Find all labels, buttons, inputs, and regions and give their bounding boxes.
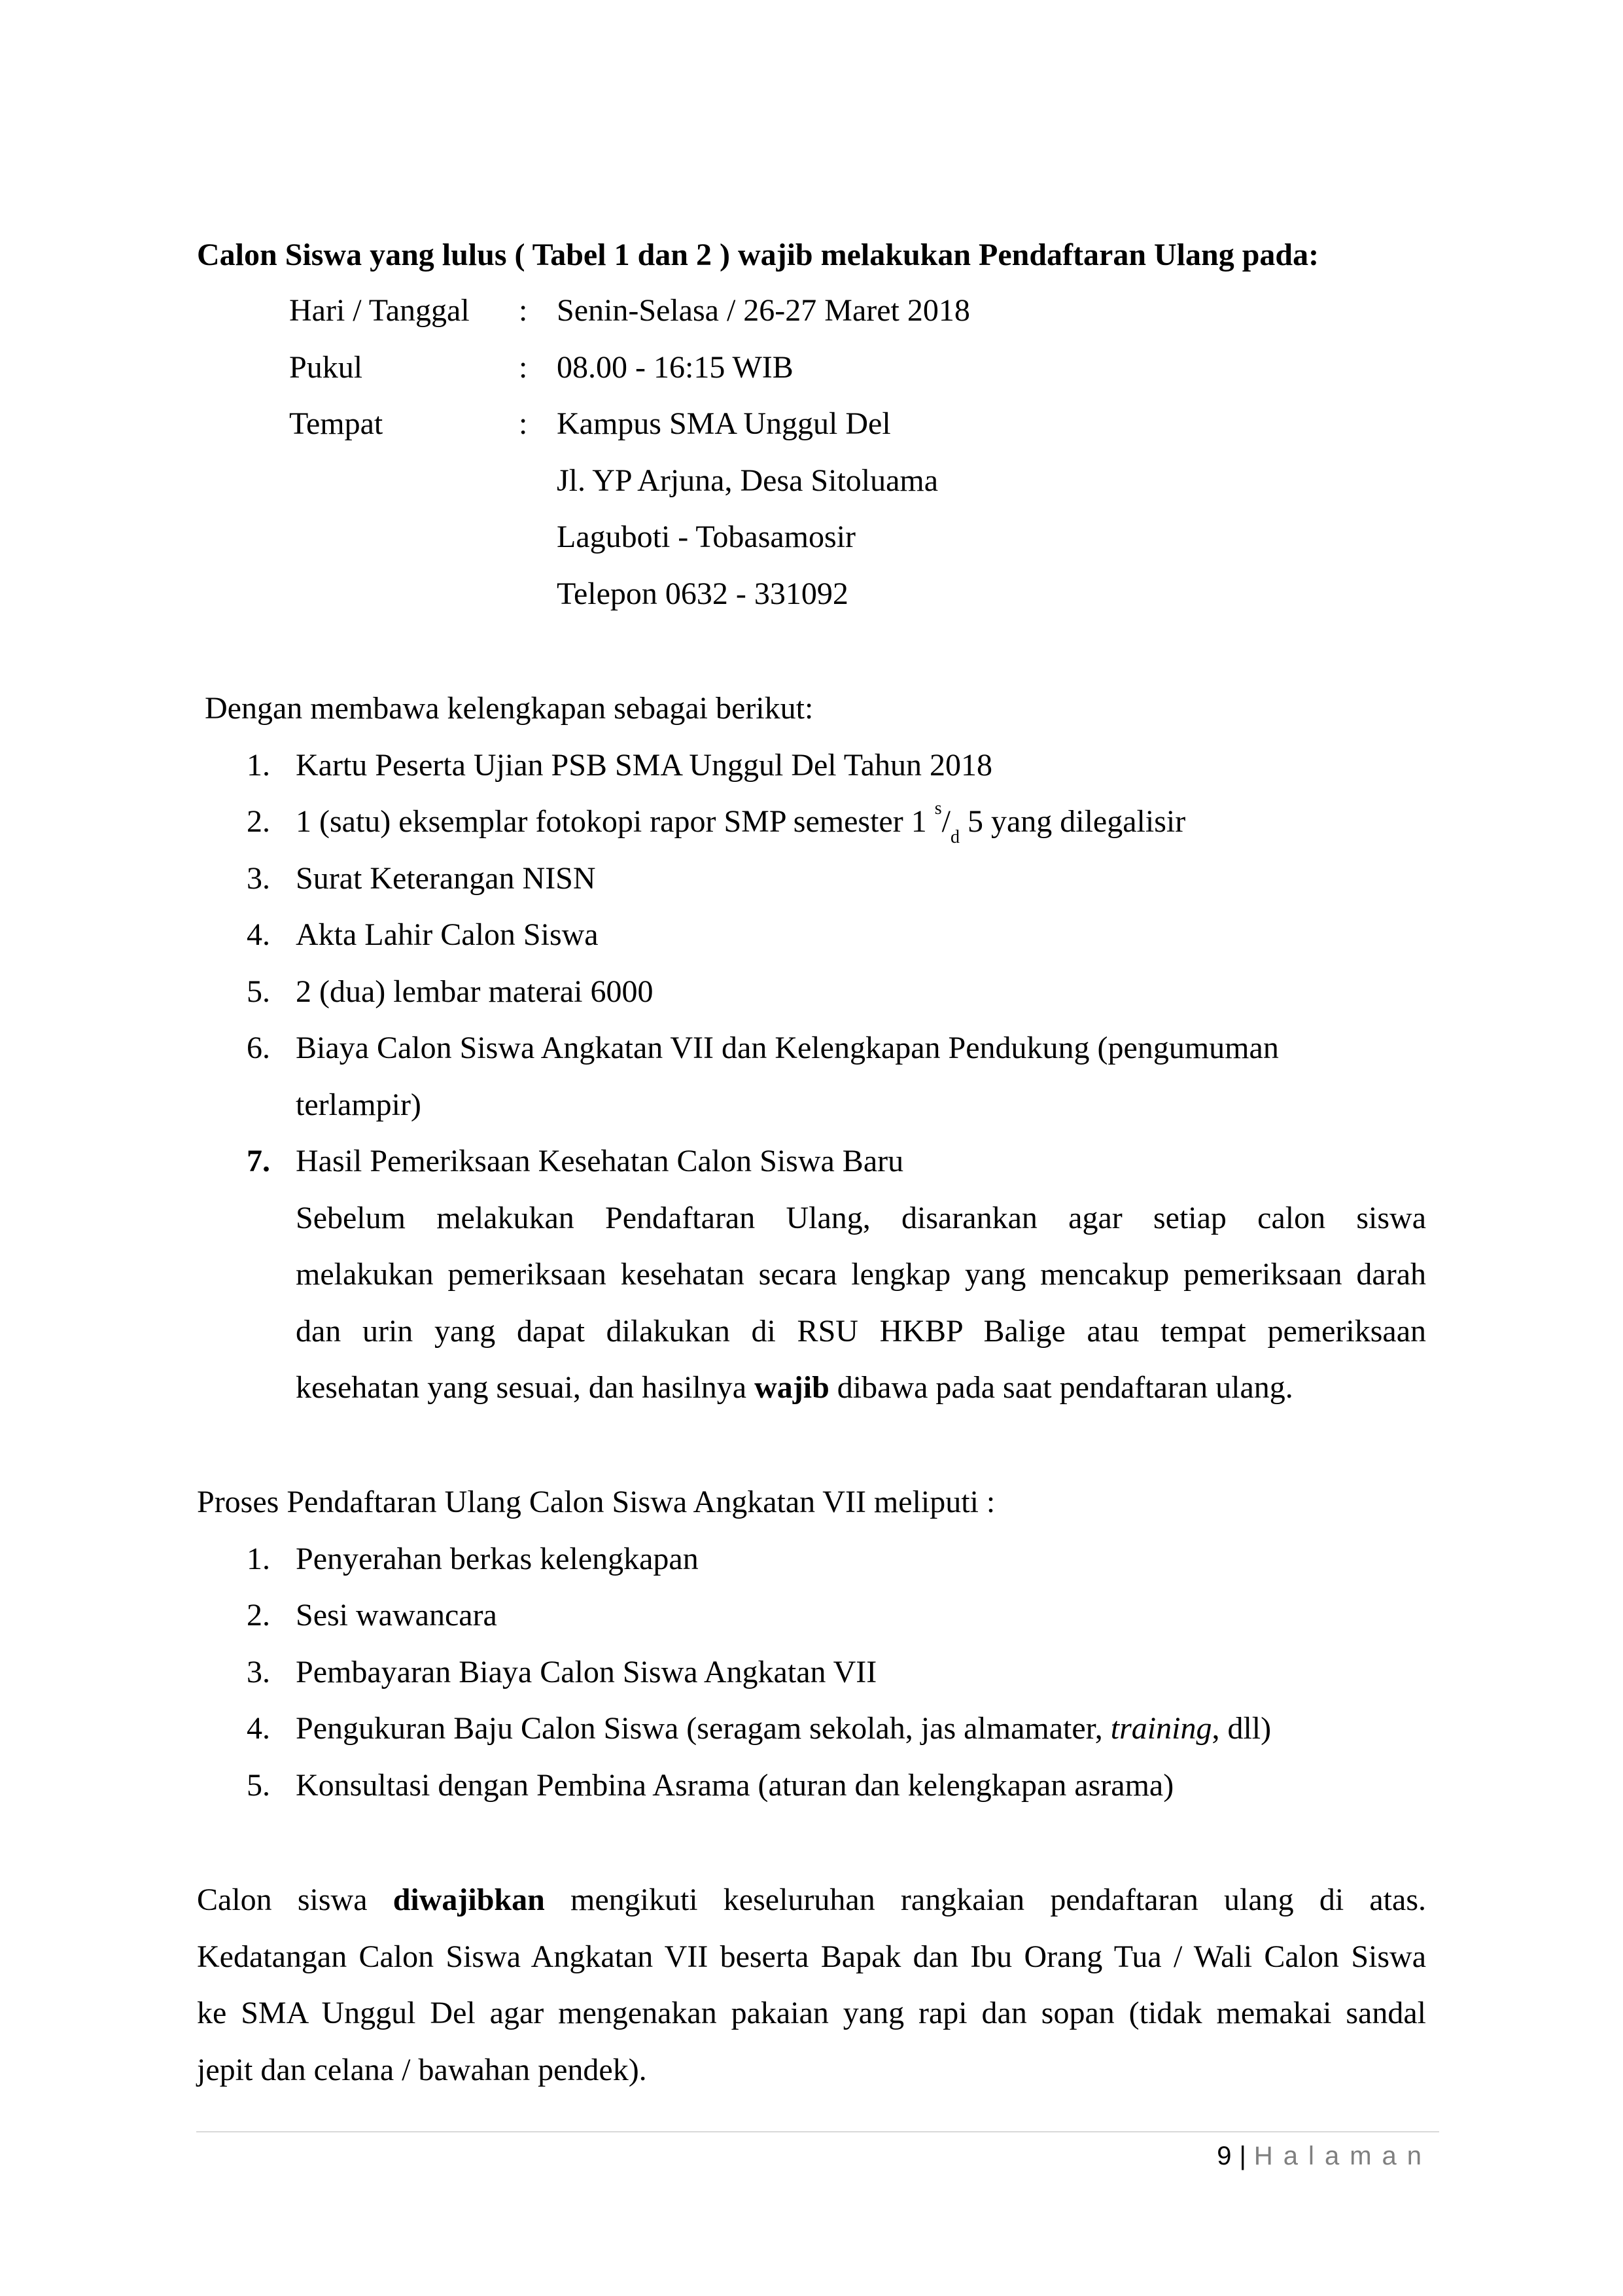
list-item: Akta Lahir Calon Siswa bbox=[296, 917, 599, 952]
address-line: Telepon 0632 - 331092 bbox=[557, 576, 848, 611]
schedule-sep-date: : bbox=[519, 293, 528, 328]
emphasis-wajib: wajib bbox=[754, 1370, 829, 1405]
process-intro: Proses Pendaftaran Ulang Calon Siswa Angkatan VII meliputi : bbox=[197, 1485, 996, 1519]
schedule-sep-time: : bbox=[519, 350, 528, 385]
list-item: Biaya Calon Siswa Angkatan VII dan Kelengkapan Pendukung (pengumuman bbox=[296, 1031, 1279, 1065]
list-item: Sesi wawancara bbox=[296, 1598, 497, 1633]
list-item: Hasil Pemeriksaan Kesehatan Calon Siswa Baru bbox=[296, 1144, 904, 1178]
closing-line: jepit dan celana / bawahan pendek). bbox=[197, 2053, 647, 2087]
heading: Calon Siswa yang lulus ( Tabel 1 dan 2 ) wajib melakukan Pendaftaran Ulang pada: bbox=[197, 238, 1319, 272]
list-number: 3. bbox=[247, 1655, 270, 1689]
list-item: Surat Keterangan NISN bbox=[296, 861, 596, 896]
footer-label: Halaman bbox=[1253, 2142, 1432, 2170]
list-item: 2 (dua) lembar materai 6000 bbox=[296, 974, 654, 1009]
page-number: 9 bbox=[1217, 2142, 1232, 2170]
schedule-value-date: Senin-Selasa / 26-27 Maret 2018 bbox=[557, 293, 970, 328]
list-number: 5. bbox=[247, 1768, 270, 1803]
list-number: 1. bbox=[247, 1542, 270, 1576]
schedule-value-place: Kampus SMA Unggul Del bbox=[557, 406, 891, 441]
list-item: Penyerahan berkas kelengkapan bbox=[296, 1542, 699, 1576]
list-item: Pembayaran Biaya Calon Siswa Angkatan VII bbox=[296, 1655, 877, 1689]
address-line: Jl. YP Arjuna, Desa Sitoluama bbox=[557, 463, 939, 498]
list-number: 5. bbox=[247, 974, 270, 1009]
list-item: 1 (satu) eksemplar fotokopi rapor SMP semester 1 $^s/_d$ 5 yang dilegalisir bbox=[296, 798, 1186, 847]
health-note-line: kesehatan yang sesuai, dan hasilnya wajib dibawa pada saat pendaftaran ulang. bbox=[296, 1370, 1293, 1405]
closing-line: ke SMA Unggul Del agar mengenakan pakaian yang rapi dan sopan (tidak memakai sandal bbox=[197, 1996, 1426, 2030]
health-note-line: melakukan pemeriksaan kesehatan secara lengkap yang mencakup pemeriksaan darah bbox=[296, 1257, 1426, 1292]
list-item: Kartu Peserta Ujian PSB SMA Unggul Del Tahun 2018 bbox=[296, 748, 993, 783]
list-number: 2. bbox=[247, 804, 270, 839]
list-item: Konsultasi dengan Pembina Asrama (aturan dan kelengkapan asrama) bbox=[296, 1768, 1174, 1803]
list-number: 4. bbox=[247, 1711, 270, 1746]
list-item-continuation: terlampir) bbox=[296, 1087, 421, 1122]
schedule-sep-place: : bbox=[519, 406, 528, 441]
address-line: Laguboti - Tobasamosir bbox=[557, 520, 856, 554]
closing-line: Kedatangan Calon Siswa Angkatan VII beserta Bapak dan Ibu Orang Tua / Wali Calon Siswa bbox=[197, 1939, 1426, 1974]
requirements-intro: Dengan membawa kelengkapan sebagai berikut: bbox=[205, 691, 814, 726]
health-note-line: dan urin yang dapat dilakukan di RSU HKBP Balige atau tempat pemeriksaan bbox=[296, 1314, 1426, 1349]
subscript: d bbox=[950, 826, 960, 847]
superscript: s bbox=[934, 798, 942, 819]
list-number: 4. bbox=[247, 917, 270, 952]
schedule-label-date: Hari / Tanggal bbox=[289, 293, 470, 328]
schedule-value-time: 08.00 - 16:15 WIB bbox=[557, 350, 794, 385]
footer-separator: | bbox=[1239, 2142, 1246, 2170]
list-number: 1. bbox=[247, 748, 270, 783]
schedule-label-time: Pukul bbox=[289, 350, 363, 385]
page-footer bbox=[1217, 2138, 1432, 2174]
list-number: 6. bbox=[247, 1031, 270, 1065]
list-number: 3. bbox=[247, 861, 270, 896]
footer-divider bbox=[196, 2131, 1439, 2132]
closing-line: Calon siswa diwajibkan mengikuti keseluruhan rangkaian pendaftaran ulang di atas. bbox=[197, 1882, 1426, 1917]
italic-training: training bbox=[1110, 1711, 1212, 1746]
schedule-label-place: Tempat bbox=[289, 406, 383, 441]
list-number: 7. bbox=[247, 1144, 270, 1178]
list-number: 2. bbox=[247, 1598, 270, 1633]
list-item: Pengukuran Baju Calon Siswa (seragam sekolah, jas almamater, training, dll) bbox=[296, 1711, 1272, 1746]
health-note-line: Sebelum melakukan Pendaftaran Ulang, disarankan agar setiap calon siswa bbox=[296, 1201, 1426, 1235]
emphasis-diwajibkan: diwajibkan bbox=[393, 1882, 545, 1917]
